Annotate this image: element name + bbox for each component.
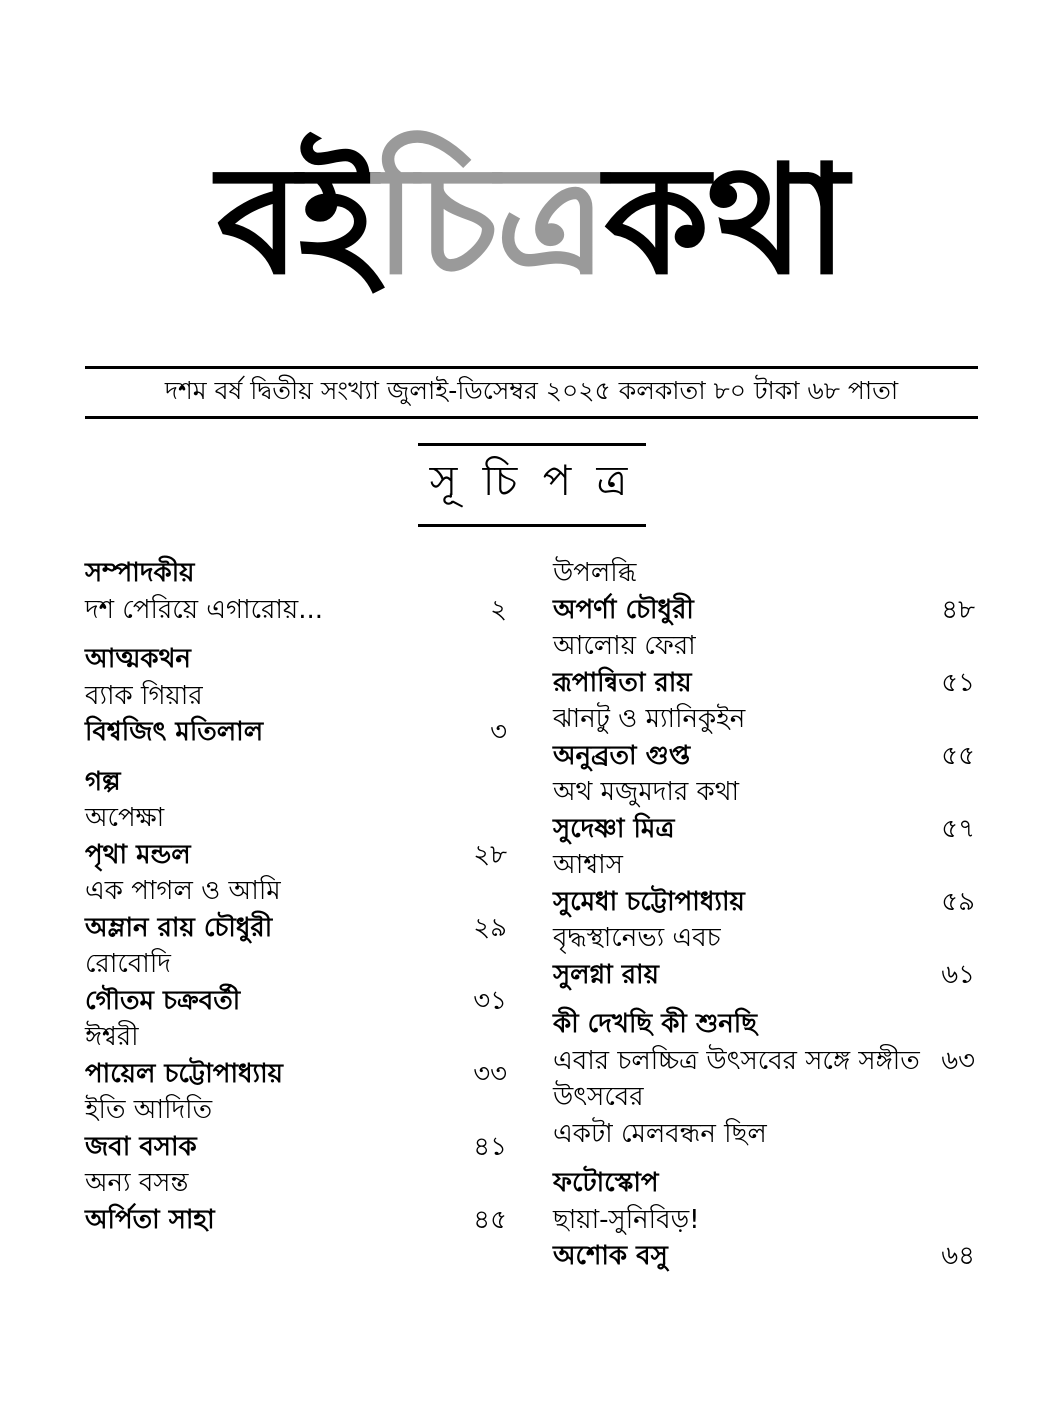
title-segment-chitra: চিত্র: [374, 134, 605, 308]
toc-row-author: [553, 665, 975, 702]
toc-entry-text: সুদেষ্ণা মিত্র: [553, 813, 675, 844]
toc-entry-text: এক পাগল ও আমি: [85, 876, 281, 906]
toc-row-title: [85, 1165, 507, 1202]
toc-row-title: [85, 1019, 507, 1056]
toc-entry-text: অনুব্রতা গুপ্ত: [553, 740, 691, 771]
toc-row-author: [553, 592, 975, 629]
toc-entry-text: ফটোস্কোপ: [553, 1168, 659, 1198]
toc-row-title: [553, 1202, 975, 1239]
toc-row-section: [85, 555, 507, 592]
toc-entry-text: বিশ্বজিৎ মতিলাল: [85, 717, 264, 747]
magazine-title: [0, 112, 1063, 344]
toc-row-title: [553, 1043, 975, 1116]
toc-page-number: ২৮: [473, 839, 507, 870]
toc-entry-text: অম্লান রায় চৌধুরী: [85, 912, 273, 943]
toc-entry-text: অপর্ণা চৌধুরী: [553, 594, 694, 625]
toc-page-number: ৪১: [473, 1131, 507, 1162]
toc-page-number: ৩৩: [473, 1058, 507, 1089]
toc-entry-text: পায়েল চট্টোপাধ্যায়: [85, 1058, 283, 1089]
toc-entry-text: অন্য বসন্ত: [85, 1168, 189, 1198]
toc-page-number: ৩১: [473, 985, 507, 1016]
toc-entry-text: ঈশ্বরী: [85, 1022, 139, 1052]
toc-row-section: [553, 1165, 975, 1202]
toc-page-number: ৪৫: [473, 1204, 507, 1235]
toc-row-author: [553, 1238, 975, 1275]
toc-row-title: [85, 1092, 507, 1129]
toc-page-number: ৫৫: [941, 740, 975, 771]
toc-row-section: [85, 764, 507, 801]
toc-row-author: [553, 811, 975, 848]
toc-entry-text: সম্পাদকীয়: [85, 558, 195, 588]
toc-entry-text: ছায়া-সুনিবিড়!: [553, 1204, 700, 1235]
toc-row-author: [85, 910, 507, 947]
toc-row-author: [553, 884, 975, 921]
toc-entry-text: জবা বসাক: [85, 1131, 197, 1162]
toc-page-number: ৬৪: [941, 1241, 975, 1271]
toc-page-number: ৪৮: [941, 594, 975, 625]
toc-entry-text: গল্প: [85, 766, 121, 797]
toc-page-number: ২৯: [473, 912, 507, 943]
toc-page-number: ৩: [490, 717, 507, 747]
toc-row-title: [85, 946, 507, 983]
toc-right-column: [553, 555, 975, 1275]
toc-page-number: ২: [490, 594, 507, 625]
toc-entry-text: আশ্বাস: [553, 850, 623, 880]
toc-heading: [418, 443, 646, 527]
issue-info-line: দশম বর্ষ দ্বিতীয় সংখ্যা জুলাই-ডিসেম্বর ২০২৫ কলকাতা ৮০ টাকা ৬৮ পাতা: [164, 376, 899, 405]
toc-entry-text: সুলগ্না রায়: [553, 959, 659, 990]
toc-row-author: [85, 1202, 507, 1239]
toc-entry-text: আলোয় ফেরা: [553, 631, 696, 661]
toc-row-title: [553, 847, 975, 884]
title-segment-katha: কথা: [604, 134, 847, 308]
toc-row-author: [85, 714, 507, 751]
toc-entry-text: উপলব্ধি: [553, 558, 637, 588]
toc-row-author: [85, 983, 507, 1020]
toc-entry-text: রোবোদি: [85, 949, 171, 979]
toc-row-title: [85, 678, 507, 715]
toc-row-title: [553, 555, 975, 592]
toc-row-title: [85, 873, 507, 910]
toc-row-title: [553, 774, 975, 811]
toc-entry-text: বৃদ্ধস্থানেভ্য এবচ: [553, 923, 721, 953]
toc-page-number: ৫৭: [941, 813, 975, 844]
toc-row-title: [85, 800, 507, 837]
toc-row-author: [85, 1129, 507, 1166]
title-segment-boi: বই: [216, 134, 375, 308]
toc-page-number: ৫১: [941, 667, 975, 698]
toc-entry-text: পৃথা মন্ডল: [85, 839, 191, 870]
toc-entry-text: অশোক বসু: [553, 1241, 668, 1271]
toc-row-section: [553, 1006, 975, 1043]
toc-entry-text: রূপান্বিতা রায়: [553, 667, 692, 698]
toc-entry-text: ইতি আদিতি: [85, 1095, 213, 1125]
toc-row-title: [553, 628, 975, 665]
toc-page-number: ৬১: [941, 959, 975, 990]
toc-heading-text: সূ চি প ত্র: [429, 456, 634, 505]
toc-entry-text: গৌতম চক্রবর্তী: [85, 985, 241, 1016]
toc-entry-text: ব্যাক গিয়ার: [85, 680, 203, 711]
toc-row-title: [553, 920, 975, 957]
toc-row-title: [553, 1116, 975, 1153]
toc-entry-text: অপেক্ষা: [85, 803, 165, 833]
toc-entry-text: এবার চলচ্চিত্র উৎসবের সঙ্গে সঙ্গীত উৎসবের: [553, 1045, 920, 1112]
toc-row-title: [85, 592, 507, 629]
toc-entry-text: দশ পেরিয়ে এগারোয়...: [85, 594, 324, 625]
toc-page-number: ৫৯: [941, 886, 975, 917]
toc-row-author: [553, 957, 975, 994]
toc-entry-text: অর্পিতা সাহা: [85, 1204, 215, 1235]
toc-entry-text: একটা মেলবন্ধন ছিল: [553, 1118, 767, 1149]
toc-row-author: [85, 1056, 507, 1093]
issue-info-band: [85, 366, 978, 419]
toc-entry-text: কী দেখছি কী শুনছি: [553, 1009, 757, 1039]
toc-row-author: [553, 738, 975, 775]
toc-columns: [85, 555, 975, 1275]
toc-entry-text: অথ মজুমদার কথা: [553, 777, 740, 807]
toc-row-title: [553, 701, 975, 738]
toc-page-number: ৬৩: [941, 1045, 975, 1076]
toc-entry-text: আত্মকথন: [85, 644, 191, 674]
toc-row-author: [85, 837, 507, 874]
toc-row-section: [85, 641, 507, 678]
toc-left-column: [85, 555, 507, 1275]
toc-entry-text: ঝানটু ও ম্যানিকুইন: [553, 704, 746, 734]
toc-entry-text: সুমেধা চট্টোপাধ্যায়: [553, 886, 745, 917]
